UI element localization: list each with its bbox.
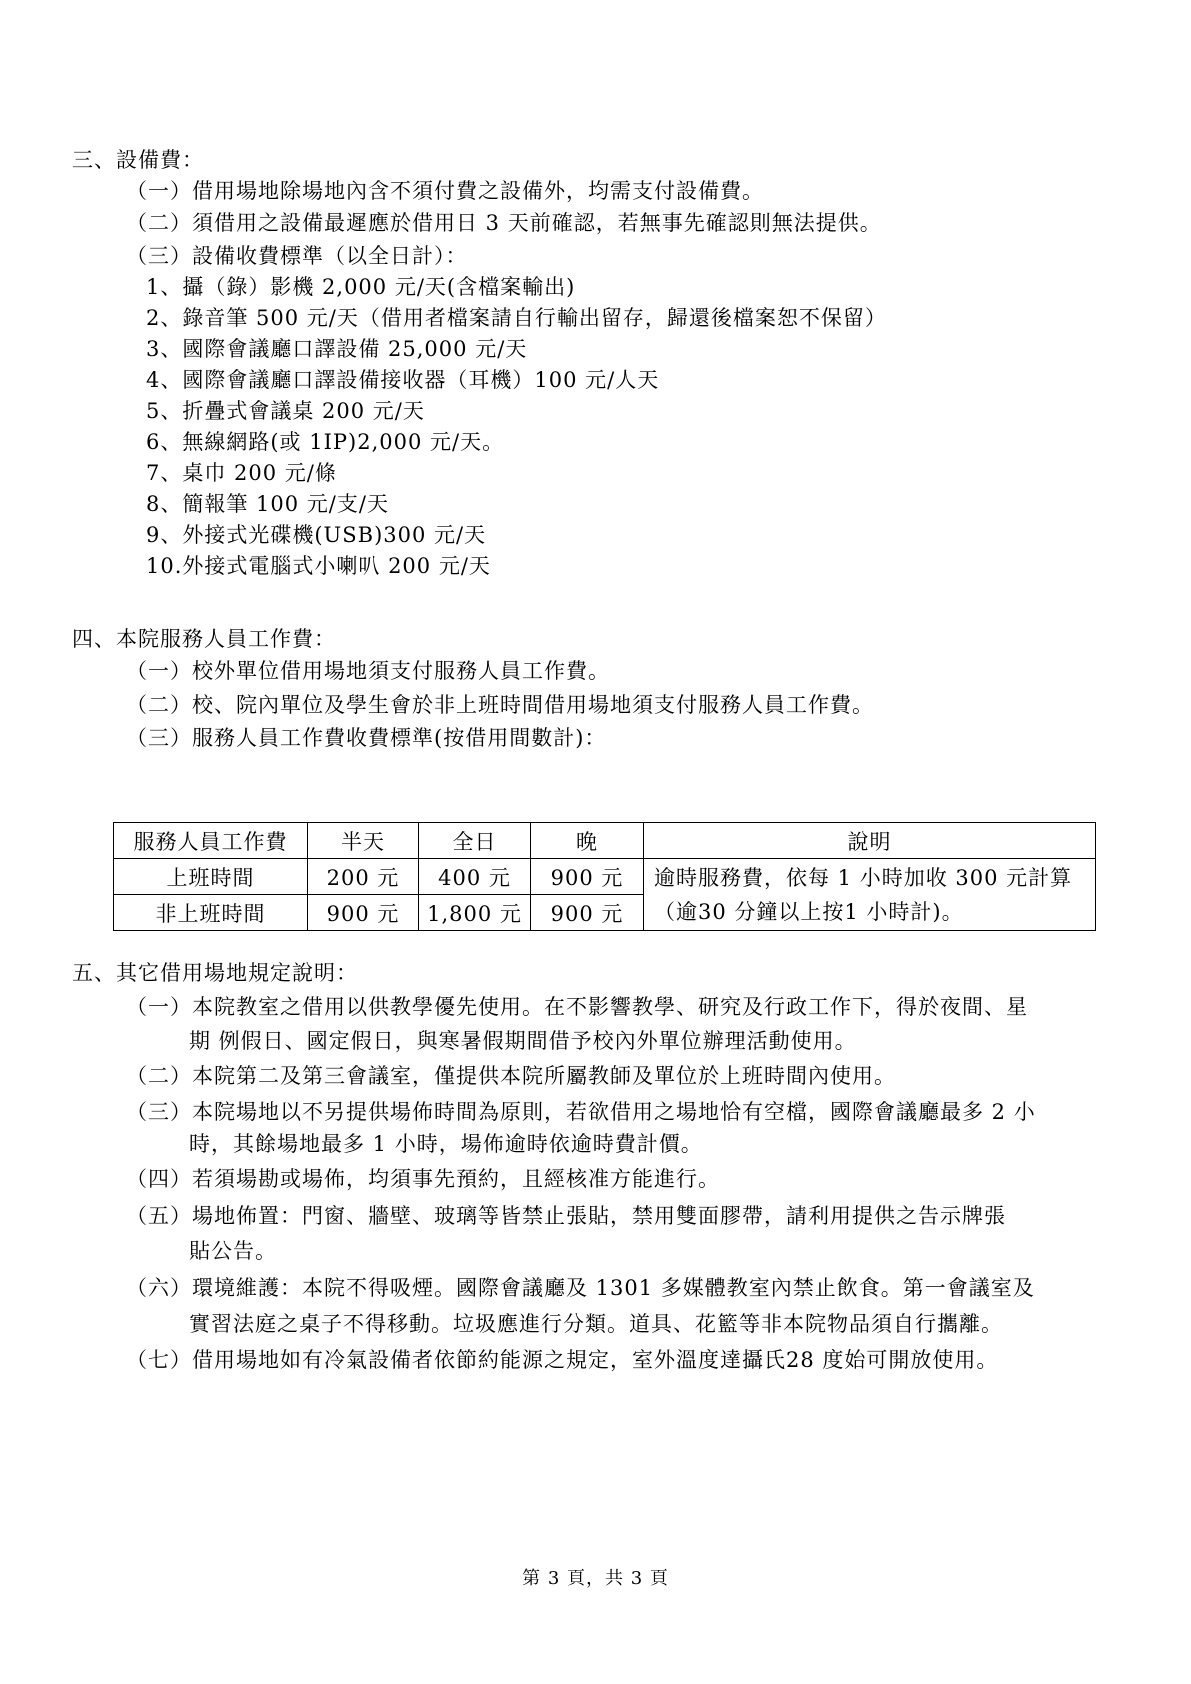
section-3-item-3: （三）設備收費標準（以全日計）： bbox=[126, 244, 468, 268]
section-3-item-2: （二）須借用之設備最遲應於借用日 3 天前確認，若無事先確認則無法提供。 bbox=[126, 211, 882, 235]
equipment-item-6: 6、無線網路(或 1IP)2,000 元/天。 bbox=[146, 430, 505, 454]
table-cell: 1,800 元 bbox=[419, 895, 531, 931]
table-cell: 900 元 bbox=[531, 895, 644, 931]
header-cell: 半天 bbox=[308, 823, 419, 859]
table-cell: 900 元 bbox=[308, 895, 419, 931]
section-5-item-1-cont: 期 例假日、國定假日，與寒暑假期間借予校內外單位辦理活動使用。 bbox=[189, 1029, 857, 1053]
section-5-item-2: （二）本院第二及第三會議室，僅提供本院所屬教師及單位於上班時間內使用。 bbox=[126, 1064, 896, 1088]
equipment-item-5: 5、折疊式會議桌 200 元/天 bbox=[146, 399, 425, 423]
equipment-item-2: 2、錄音筆 500 元/天（借用者檔案請自行輸出留存，歸還後檔案恕不保留） bbox=[146, 306, 887, 330]
equipment-item-8: 8、簡報筆 100 元/支/天 bbox=[146, 492, 389, 516]
section-5-item-6-cont: 實習法庭之桌子不得移動。垃圾應進行分類。道具、花籃等非本院物品須自行攜離。 bbox=[189, 1312, 1003, 1336]
equipment-item-3: 3、國際會議廳口譯設備 25,000 元/天 bbox=[146, 337, 528, 361]
service-fee-table bbox=[113, 822, 1096, 931]
header-cell: 服務人員工作費 bbox=[114, 823, 308, 859]
section-3-item-1: （一）借用場地除場地內含不須付費之設備外，均需支付設備費。 bbox=[126, 179, 764, 203]
equipment-item-9: 9、外接式光碟機(USB)300 元/天 bbox=[146, 523, 487, 547]
section-3-title: 三、設備費： bbox=[72, 148, 204, 172]
header-cell: 說明 bbox=[644, 823, 1096, 859]
section-5-item-3-cont: 時，其餘場地最多 1 小時，場佈逾時依逾時費計價。 bbox=[189, 1132, 703, 1156]
equipment-item-1: 1、攝（錄）影機 2,000 元/天(含檔案輸出) bbox=[146, 275, 576, 299]
section-5-item-6: （六）環境維護：本院不得吸煙。國際會議廳及 1301 多媒體教室內禁止飲食。第一會議室及 bbox=[126, 1276, 1035, 1300]
section-5-item-5: （五）場地佈置：門窗、牆壁、玻璃等皆禁止張貼，禁用雙面膠帶，請利用提供之告示牌張 bbox=[126, 1204, 1006, 1228]
section-4-item-3: （三）服務人員工作費收費標準(按借用間數計)： bbox=[126, 726, 607, 750]
section-5-item-1: （一）本院教室之借用以供教學優先使用。在不影響教學、研究及行政工作下，得於夜間、星 bbox=[126, 995, 1028, 1019]
table-cell: 非上班時間 bbox=[114, 895, 308, 931]
equipment-item-10: 10.外接式電腦式小喇叭 200 元/天 bbox=[146, 554, 491, 578]
section-5-item-3: （三）本院場地以不另提供場佈時間為原則，若欲借用之場地恰有空檔，國際會議廳最多 2 小 bbox=[126, 1100, 1036, 1124]
section-5-title: 五、其它借用場地規定說明： bbox=[72, 961, 358, 985]
header-cell: 全日 bbox=[419, 823, 531, 859]
equipment-item-7: 7、桌巾 200 元/條 bbox=[146, 461, 337, 485]
page-footer: 第 3 頁，共 3 頁 bbox=[522, 1568, 669, 1589]
table-cell: 上班時間 bbox=[114, 859, 308, 895]
section-4-title: 四、本院服務人員工作費： bbox=[72, 627, 336, 651]
section-5-item-7: （七）借用場地如有冷氣設備者依節約能源之規定，室外溫度達攝氏28 度始可開放使用。 bbox=[126, 1348, 999, 1372]
table-cell: 400 元 bbox=[419, 859, 531, 895]
equipment-item-4: 4、國際會議廳口譯設備接收器（耳機）100 元/人天 bbox=[146, 368, 660, 392]
overtime-note-line-1: 逾時服務費，依每 1 小時加收 300 元計算 bbox=[654, 865, 1073, 890]
table-cell: 200 元 bbox=[308, 859, 419, 895]
table-cell: 900 元 bbox=[531, 859, 644, 895]
section-5-item-5-cont: 貼公告。 bbox=[189, 1239, 277, 1263]
table-row bbox=[114, 859, 1096, 895]
header-cell: 晚 bbox=[531, 823, 644, 859]
section-5-item-4: （四）若須場勘或場佈，均須事先預約，且經核准方能進行。 bbox=[126, 1167, 720, 1191]
section-4-item-1: （一）校外單位借用場地須支付服務人員工作費。 bbox=[126, 659, 610, 683]
overtime-note-line-2: （逾30 分鐘以上按1 小時計)。 bbox=[654, 899, 964, 924]
section-4-item-2: （二）校、院內單位及學生會於非上班時間借用場地須支付服務人員工作費。 bbox=[126, 693, 874, 717]
overtime-note-cell bbox=[644, 859, 1096, 931]
table-header-row bbox=[114, 823, 1096, 859]
